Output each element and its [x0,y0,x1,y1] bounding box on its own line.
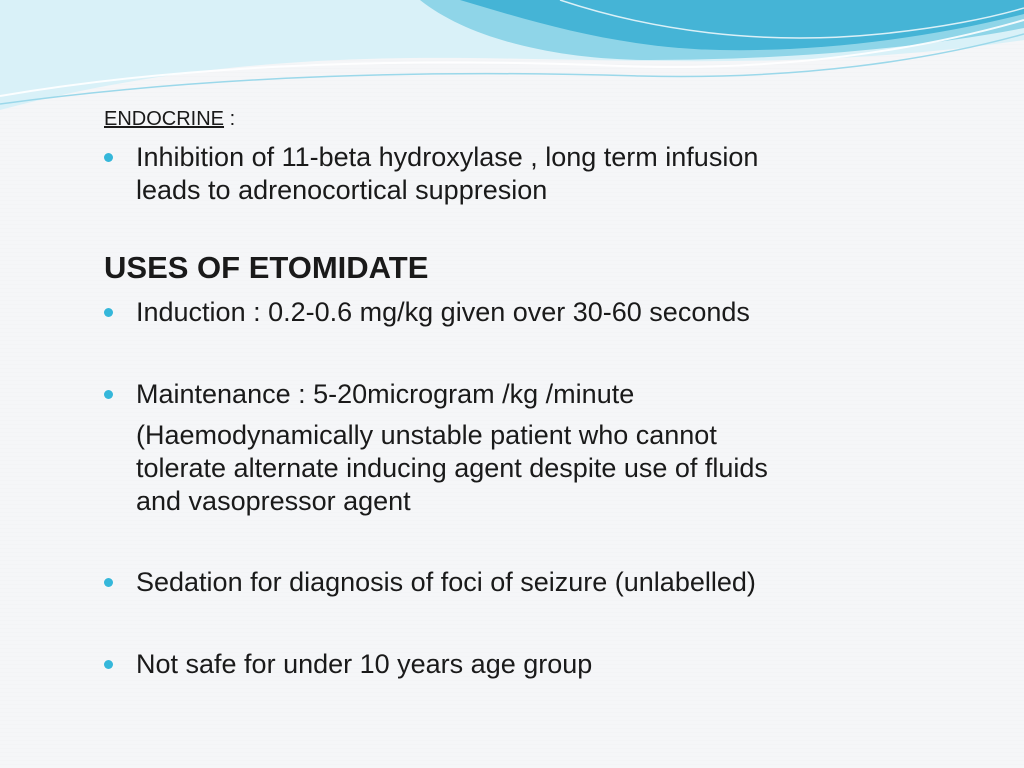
bullet-dot-icon [104,308,113,317]
bullet-dot-icon [104,390,113,399]
bullet-endocrine-line-1: Inhibition of 11-beta hydroxylase , long term infusion [136,142,759,172]
bullet-not-safe-text: Not safe for under 10 years age group [136,649,593,679]
bullet-induction-text: Induction : 0.2-0.6 mg/kg given over 30-60 seconds [136,297,750,327]
bullet-dot-icon [104,660,113,669]
uses-heading: USES OF ETOMIDATE [104,250,429,285]
maintenance-note-line-1: (Haemodynamically unstable patient who cannot [136,420,717,450]
maintenance-note-line-2: tolerate alternate inducing agent despite use of fluids [136,453,768,483]
bullet-maintenance-text: Maintenance : 5-20microgram /kg /minute [136,379,635,409]
bullet-endocrine-line-2: leads to adrenocortical suppresion [136,175,548,205]
bullet-dot-icon [104,578,113,587]
endocrine-heading [104,106,235,132]
endocrine-heading-label: ENDOCRINE [104,108,225,130]
bullet-sedation-text: Sedation for diagnosis of foci of seizure (unlabelled) [136,567,756,597]
maintenance-note-line-3: and vasopressor agent [136,486,411,516]
endocrine-heading-separator: : [224,108,236,130]
bullet-dot-icon [104,153,113,162]
